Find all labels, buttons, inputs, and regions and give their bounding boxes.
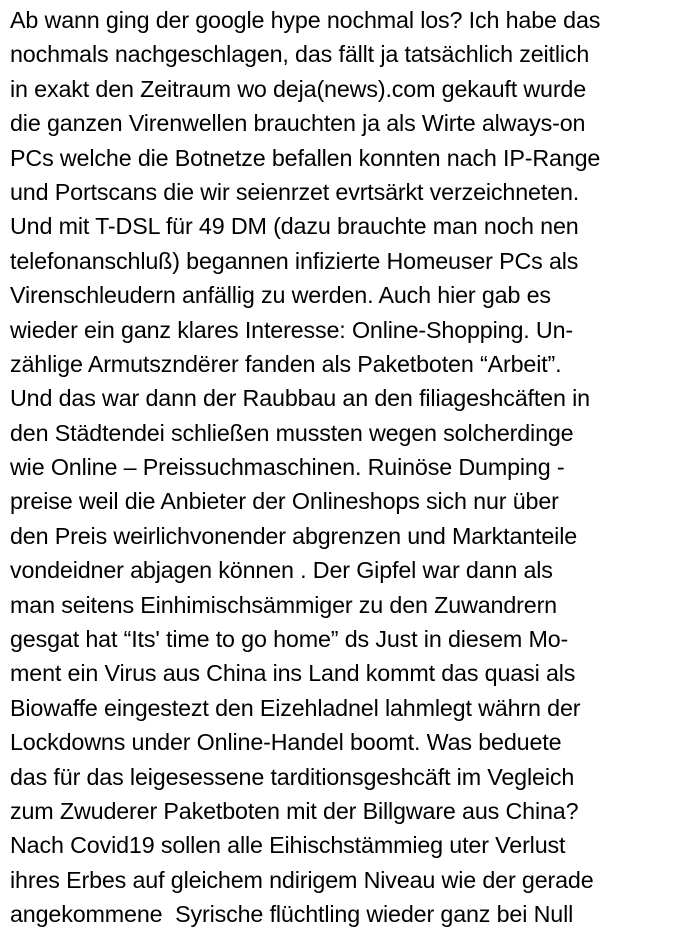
text-line: den Preis weirlichvonender abgrenzen und Marktanteile	[10, 522, 578, 549]
text-line: PCs welche die Botnetze befallen konnten nach IP-Range	[10, 144, 601, 171]
text-line: nochmals nachgeschlagen, das fällt ja tatsächlich zeitlich	[10, 41, 590, 68]
text-line: gesgat hat “Its' time to go home” ds Just in diesem Mo-	[10, 626, 569, 653]
text-line: Nach Covid19 sollen alle Eihischstämmieg uter Verlust	[10, 832, 566, 859]
text-line: Biowaffe eingestezt den Eizehladnel lahmlegt währn der	[10, 694, 581, 721]
text-line: den Städtendei schließen mussten wegen solcherdinge	[10, 419, 574, 446]
text-line: ihres Erbes auf gleichem ndirigem Niveau wie der gerade	[10, 866, 594, 893]
text-line: Und mit T-DSL für 49 DM (dazu brauchte man noch nen	[10, 213, 579, 240]
text-line: Lockdowns under Online-Handel boomt. Was beduete	[10, 729, 562, 756]
text-line: zählige Armutszndërer fanden als Paketboten “Arbeit”.	[10, 350, 562, 377]
text-line: in exakt den Zeitraum wo deja(news).com gekauft wurde	[10, 75, 587, 102]
text-line: Ab wann ging der google hype nochmal los? Ich habe das	[10, 7, 601, 33]
text-line: und Portscans die wir seienrzet evrtsärkt verzeichneten.	[10, 178, 580, 205]
text-line: Und das war dann der Raubbau an den filiageshcäften in	[10, 385, 590, 412]
text-line: preise weil die Anbieter der Onlineshops sich nur über	[10, 488, 559, 515]
text-line: Virenschleudern anfällig zu werden. Auch hier gab es	[10, 282, 551, 309]
text-line: vondeidner abjagen können . Der Gipfel war dann als	[10, 557, 553, 584]
text-line: die ganzen Virenwellen brauchten ja als Wirte always-on	[10, 110, 586, 137]
text-line: wieder ein ganz klares Interesse: Online-Shopping. Un-	[10, 316, 573, 343]
text-line: das für das leigesessene tarditionsgeshcäft im Vegleich	[10, 763, 575, 790]
text-line: angekommene Syrische flüchtling wieder ganz bei Null	[10, 901, 574, 928]
text-line: telefonanschluß) begannen infizierte Homeuser PCs als	[10, 247, 579, 274]
body-text	[10, 3, 682, 932]
text-line: wie Online – Preissuchmaschinen. Ruinöse Dumping -	[10, 454, 565, 481]
text-line: man seitens Einhimischsämmiger zu den Zuwandrern	[10, 591, 557, 618]
text-line: zum Zwuderer Paketboten mit der Billgware aus China?	[10, 797, 579, 824]
text-line: ment ein Virus aus China ins Land kommt das quasi als	[10, 660, 576, 687]
